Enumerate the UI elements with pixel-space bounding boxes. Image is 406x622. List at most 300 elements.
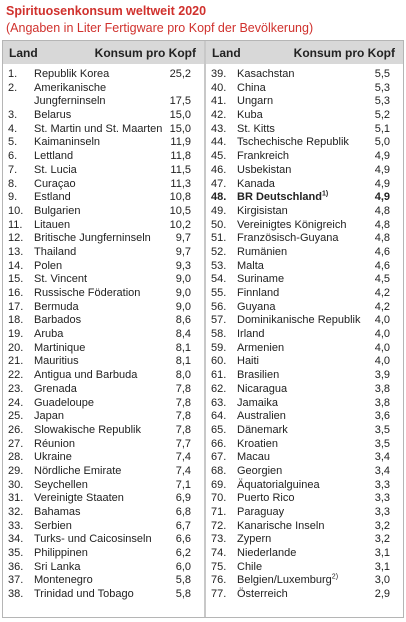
rank-number: 57.	[211, 314, 227, 327]
rank-number: 7.	[8, 163, 18, 176]
header-konsum: Konsum pro Kopf	[293, 46, 395, 60]
country-name	[34, 287, 140, 301]
table-row	[206, 136, 403, 150]
rank-number: 59.	[211, 341, 227, 354]
table-row	[206, 109, 403, 123]
consumption-value: 3,0	[374, 574, 390, 587]
table-row	[206, 68, 403, 82]
table-row	[206, 219, 403, 233]
country-name-text: Kroatien	[237, 437, 278, 450]
country-name-text: Kasachstan	[237, 68, 295, 80]
table-row	[3, 219, 204, 233]
country-name-text: Estland	[34, 191, 71, 204]
country-name	[237, 328, 265, 342]
rank-number: 42.	[211, 109, 227, 122]
country-name	[34, 328, 63, 342]
country-name	[237, 383, 287, 397]
consumption-value: 3,5	[374, 437, 390, 450]
rank-number: 38.	[8, 588, 24, 601]
consumption-value: 5,5	[374, 68, 390, 80]
consumption-value: 4,9	[374, 150, 390, 163]
consumption-value: 4,0	[374, 314, 390, 327]
consumption-value: 7,8	[175, 382, 191, 395]
consumption-value: 6,0	[175, 560, 191, 573]
table-row	[3, 82, 204, 109]
rank-number: 46.	[211, 163, 227, 176]
country-name	[34, 273, 87, 287]
consumption-value: 4,9	[374, 163, 390, 176]
country-name-text: Barbados	[34, 314, 82, 327]
rank-number: 3.	[8, 109, 18, 122]
rank-number: 68.	[211, 464, 227, 477]
rank-number: 11.	[8, 218, 23, 231]
consumption-value: 8,4	[175, 328, 191, 341]
country-name	[34, 246, 76, 260]
consumption-value: 6,6	[175, 533, 191, 546]
country-name-text: Zypern	[237, 533, 272, 546]
country-name	[34, 82, 106, 109]
country-name	[34, 465, 121, 479]
country-name-text: Suriname	[237, 273, 285, 286]
country-name	[34, 533, 152, 547]
consumption-value: 5,3	[374, 81, 390, 94]
country-name	[237, 246, 287, 260]
country-name-text: Bahamas	[34, 506, 81, 519]
country-name	[237, 424, 288, 438]
country-name	[34, 410, 64, 424]
table-row	[206, 150, 403, 164]
country-name-text: Guyana	[237, 300, 276, 313]
consumption-value: 4,8	[374, 232, 390, 245]
rank-number: 34.	[8, 533, 24, 546]
table-row	[206, 547, 403, 561]
rank-number: 75.	[211, 560, 227, 573]
country-name-text: Serbien	[34, 519, 72, 532]
country-name-text: Martinique	[34, 341, 86, 354]
country-name-text: Seychellen	[34, 478, 88, 491]
rank-number: 27.	[8, 437, 24, 450]
country-name	[34, 520, 72, 534]
country-name	[34, 314, 81, 328]
country-name-text: China	[237, 81, 266, 94]
table-row	[206, 164, 403, 178]
country-name	[237, 438, 278, 452]
rank-number: 67.	[211, 451, 227, 464]
footnote-marker: 2)	[331, 573, 339, 581]
country-name	[237, 533, 271, 547]
consumption-value: 15,0	[169, 122, 191, 135]
rank-number: 51.	[211, 232, 227, 245]
table-row	[3, 355, 204, 369]
rank-number: 17.	[8, 300, 24, 313]
country-name	[34, 369, 137, 383]
rank-number: 70.	[211, 492, 227, 505]
table-row	[3, 383, 204, 397]
country-name	[237, 574, 338, 588]
country-name-text: Kanarische Inseln	[237, 519, 325, 532]
document-title: Spirituosenkonsum weltweit 2020	[6, 4, 207, 18]
country-name	[34, 232, 151, 246]
consumption-value: 3,8	[374, 396, 390, 409]
country-name	[237, 492, 294, 506]
rank-number: 58.	[211, 328, 227, 341]
consumption-value: 4,6	[374, 259, 390, 272]
rank-number: 32.	[8, 506, 24, 519]
table-row	[3, 273, 204, 287]
rank-number: 53.	[211, 259, 227, 272]
country-name-text: Russische Föderation	[34, 287, 141, 300]
country-name-text: Montenegro	[34, 574, 93, 587]
consumption-value: 11,3	[170, 177, 191, 190]
country-name-text: Kaimaninseln	[34, 136, 101, 149]
table-row	[3, 465, 204, 479]
country-name	[237, 260, 264, 274]
table-row	[3, 547, 204, 561]
rank-number: 1.	[8, 68, 18, 80]
rank-number: 25.	[8, 410, 24, 423]
rank-number: 77.	[211, 588, 227, 601]
consumption-value: 4,2	[374, 300, 390, 313]
country-name	[237, 355, 259, 369]
country-name-text: Österreich	[237, 588, 288, 601]
rank-number: 23.	[8, 382, 24, 395]
table-row	[206, 397, 403, 411]
country-name	[237, 479, 320, 493]
consumption-value: 10,8	[169, 191, 191, 204]
country-name-text: Curaçao	[34, 177, 76, 190]
table-row	[206, 492, 403, 506]
consumption-value: 2,9	[374, 588, 390, 601]
consumption-value: 17,5	[169, 95, 191, 108]
country-name-text: Finnland	[237, 287, 280, 299]
country-name-text: St. Martin und St. Maarten	[34, 122, 163, 135]
rank-number: 35.	[8, 547, 24, 560]
rank-number: 6.	[8, 150, 18, 163]
consumption-value: 9,0	[175, 300, 191, 313]
table-row	[206, 506, 403, 520]
country-name-text: Japan	[34, 410, 64, 423]
table-row	[206, 438, 403, 452]
country-name-text: Philippinen	[34, 547, 88, 560]
country-name-text: Usbekistan	[237, 163, 292, 176]
country-name	[34, 479, 88, 493]
rank-number: 44.	[211, 136, 227, 149]
consumption-value: 4,0	[374, 355, 390, 368]
table-row	[206, 588, 403, 602]
rank-number: 5.	[8, 136, 18, 149]
table-row	[3, 492, 204, 506]
rank-number: 8.	[8, 177, 18, 190]
country-name	[237, 136, 349, 150]
consumption-value: 10,2	[169, 218, 191, 231]
table-row	[3, 561, 204, 575]
rank-number: 29.	[8, 464, 24, 477]
country-name-text: Vereinigte Staaten	[34, 492, 124, 505]
country-name	[237, 314, 361, 328]
country-name-text: Dominikanische Republik	[237, 314, 361, 327]
country-name-text: Armenien	[237, 341, 285, 354]
rank-number: 64.	[211, 410, 227, 423]
rank-number: 30.	[8, 478, 24, 491]
table-row	[3, 479, 204, 493]
country-name-text: Französisch-Guyana	[237, 232, 339, 245]
country-name-text: Malta	[237, 259, 264, 272]
country-name-text: Rumänien	[237, 245, 288, 258]
consumption-value: 4,9	[374, 191, 390, 204]
consumption-value: 11,8	[170, 150, 191, 163]
consumption-value: 3,6	[374, 410, 390, 423]
country-name	[237, 301, 276, 315]
country-name-text: St. Lucia	[34, 163, 77, 176]
consumption-value: 10,5	[169, 204, 191, 217]
country-name-text: Guadeloupe	[34, 396, 94, 409]
consumption-value: 8,1	[175, 341, 191, 354]
country-name-text: Réunion	[34, 437, 75, 450]
country-name-text: Litauen	[34, 218, 71, 231]
rank-number: 18.	[8, 314, 24, 327]
country-name	[34, 506, 80, 520]
country-name-text: Dänemark	[237, 423, 288, 436]
country-name-text: BR Deutschland	[237, 191, 322, 204]
country-name	[237, 397, 278, 411]
table-row	[3, 314, 204, 328]
rank-number: 37.	[8, 574, 24, 587]
table-column-right	[206, 68, 403, 602]
country-name-text: Republik Korea	[34, 68, 110, 80]
country-name	[237, 232, 339, 246]
country-name	[34, 492, 124, 506]
country-name	[34, 205, 80, 219]
rank-number: 73.	[211, 533, 227, 546]
country-name-text: Britische Jungferninseln	[34, 232, 151, 245]
country-name	[34, 109, 71, 123]
country-name-text: St. Kitts	[237, 122, 275, 135]
consumption-value: 3,8	[374, 382, 390, 395]
table-row	[3, 301, 204, 315]
table-row	[206, 178, 403, 192]
table-row	[206, 342, 403, 356]
table-row	[3, 246, 204, 260]
country-name-text: Australien	[237, 410, 286, 423]
consumption-value: 7,8	[175, 410, 191, 423]
consumption-value: 5,3	[374, 95, 390, 108]
table-row	[206, 533, 403, 547]
country-name	[34, 191, 71, 205]
rank-number: 20.	[8, 341, 24, 354]
country-name-text: Amerikanische	[34, 81, 107, 94]
table-row	[3, 136, 204, 150]
table-row	[206, 479, 403, 493]
country-name-text: Ungarn	[237, 95, 274, 108]
country-name-text: Kuba	[237, 109, 263, 122]
table-row	[3, 438, 204, 452]
table-row	[3, 574, 204, 588]
country-name-text: Nicaragua	[237, 382, 288, 395]
table-row	[3, 328, 204, 342]
rank-number: 55.	[211, 287, 227, 299]
rank-number: 39.	[211, 68, 227, 80]
consumption-value: 7,8	[175, 423, 191, 436]
rank-number: 16.	[8, 287, 24, 300]
consumption-value: 4,0	[374, 328, 390, 341]
table-row	[3, 232, 204, 246]
rank-number: 71.	[211, 506, 227, 518]
table-row	[206, 328, 403, 342]
country-name-text: Paraguay	[237, 506, 285, 518]
table-row	[206, 191, 403, 205]
header-land: Land	[212, 46, 241, 60]
country-name	[237, 369, 279, 383]
country-name-text: Belgien/Luxemburg	[237, 574, 332, 587]
rank-number: 10.	[8, 204, 24, 217]
consumption-value: 6,9	[175, 492, 191, 505]
rank-number: 52.	[211, 245, 227, 258]
table-row	[3, 520, 204, 534]
country-name	[34, 301, 79, 315]
table-row	[206, 123, 403, 137]
consumption-value: 4,2	[374, 287, 390, 299]
country-name-text: Georgien	[237, 464, 283, 477]
table-row	[206, 574, 403, 588]
rank-number: 49.	[211, 204, 227, 217]
rank-number: 69.	[211, 478, 227, 491]
country-name	[237, 191, 328, 205]
rank-number: 13.	[8, 245, 24, 258]
header-konsum: Konsum pro Kopf	[94, 46, 196, 60]
consumption-value: 6,7	[175, 519, 191, 532]
footnote-marker: 1)	[321, 190, 329, 198]
country-name-text: Niederlande	[237, 547, 297, 560]
rank-number: 40.	[211, 81, 227, 94]
country-name	[34, 68, 109, 82]
rank-number: 41.	[211, 95, 227, 108]
country-name-text: Nördliche Emirate	[34, 464, 122, 477]
country-name	[237, 68, 294, 82]
country-name	[34, 123, 162, 137]
consumption-value: 5,2	[374, 109, 390, 122]
country-name	[34, 438, 75, 452]
country-name	[237, 273, 284, 287]
consumption-value: 3,1	[374, 547, 390, 560]
country-name	[237, 561, 262, 575]
rank-number: 76.	[211, 574, 227, 587]
table-row	[3, 109, 204, 123]
consumption-value: 9,0	[175, 273, 191, 286]
consumption-value: 3,4	[374, 464, 390, 477]
country-name	[237, 164, 291, 178]
country-name	[34, 383, 77, 397]
country-name	[237, 150, 289, 164]
consumption-value: 5,8	[175, 588, 191, 601]
country-name	[34, 136, 100, 150]
country-name-text: Frankreich	[237, 150, 289, 163]
rank-number: 15.	[8, 273, 24, 286]
consumption-value: 8,1	[175, 355, 191, 368]
ranking-table	[2, 40, 404, 618]
country-name	[34, 178, 76, 192]
country-name	[34, 150, 73, 164]
rank-number: 60.	[211, 355, 227, 368]
rank-number: 21.	[8, 355, 24, 368]
consumption-value: 3,2	[374, 519, 390, 532]
rank-number: 63.	[211, 396, 227, 409]
country-name	[237, 178, 275, 192]
country-name	[34, 574, 93, 588]
table-row	[3, 451, 204, 465]
country-name-text: Macau	[237, 451, 271, 464]
table-row	[3, 588, 204, 602]
consumption-value: 9,0	[175, 287, 191, 300]
consumption-value: 7,4	[175, 464, 191, 477]
table-row	[206, 287, 403, 301]
table-row	[206, 232, 403, 246]
table-row	[206, 520, 403, 534]
rank-number: 19.	[8, 328, 24, 341]
rank-number: 33.	[8, 519, 24, 532]
country-name	[237, 410, 286, 424]
country-name-text: Vereinigtes Königreich	[237, 218, 347, 231]
table-row	[206, 301, 403, 315]
country-name	[34, 561, 80, 575]
country-name-text: Bermuda	[34, 300, 79, 313]
table-row	[3, 68, 204, 82]
consumption-value: 6,8	[175, 506, 191, 519]
country-name	[237, 109, 263, 123]
consumption-value: 9,3	[175, 259, 191, 272]
rank-number: 31.	[8, 492, 24, 505]
rank-number: 14.	[8, 259, 24, 272]
table-row	[206, 355, 403, 369]
table-row	[3, 191, 204, 205]
consumption-value: 3,1	[374, 560, 390, 573]
consumption-value: 3,9	[374, 369, 390, 382]
table-row	[3, 260, 204, 274]
country-name	[237, 547, 296, 561]
country-name-text: Brasilien	[237, 369, 280, 382]
consumption-value: 4,5	[374, 273, 390, 286]
consumption-value: 6,2	[175, 547, 191, 560]
consumption-value: 7,4	[175, 451, 191, 464]
table-row	[206, 410, 403, 424]
country-name	[237, 205, 288, 219]
table-row	[3, 287, 204, 301]
country-name-text: Antigua und Barbuda	[34, 369, 138, 382]
table-row	[3, 424, 204, 438]
table-row	[3, 150, 204, 164]
country-name	[34, 451, 72, 465]
consumption-value: 4,8	[374, 218, 390, 231]
country-name-text: Turks- und Caicosinseln	[34, 533, 152, 546]
country-name-text: St. Vincent	[34, 273, 87, 286]
table-row	[206, 561, 403, 575]
country-name-text: Sri Lanka	[34, 560, 81, 573]
table-row	[3, 123, 204, 137]
rank-number: 45.	[211, 150, 227, 163]
consumption-value: 11,9	[170, 136, 191, 149]
country-name	[237, 465, 282, 479]
country-name	[34, 397, 94, 411]
country-name-text: Grenada	[34, 382, 77, 395]
country-name-text: Slowakische Republik	[34, 423, 141, 436]
table-row	[206, 451, 403, 465]
country-name	[237, 588, 288, 602]
table-row	[3, 397, 204, 411]
country-name-text: Jamaika	[237, 396, 278, 409]
country-name	[237, 520, 324, 534]
country-name	[34, 342, 85, 356]
country-name-text: Polen	[34, 259, 63, 272]
rank-number: 26.	[8, 423, 24, 436]
